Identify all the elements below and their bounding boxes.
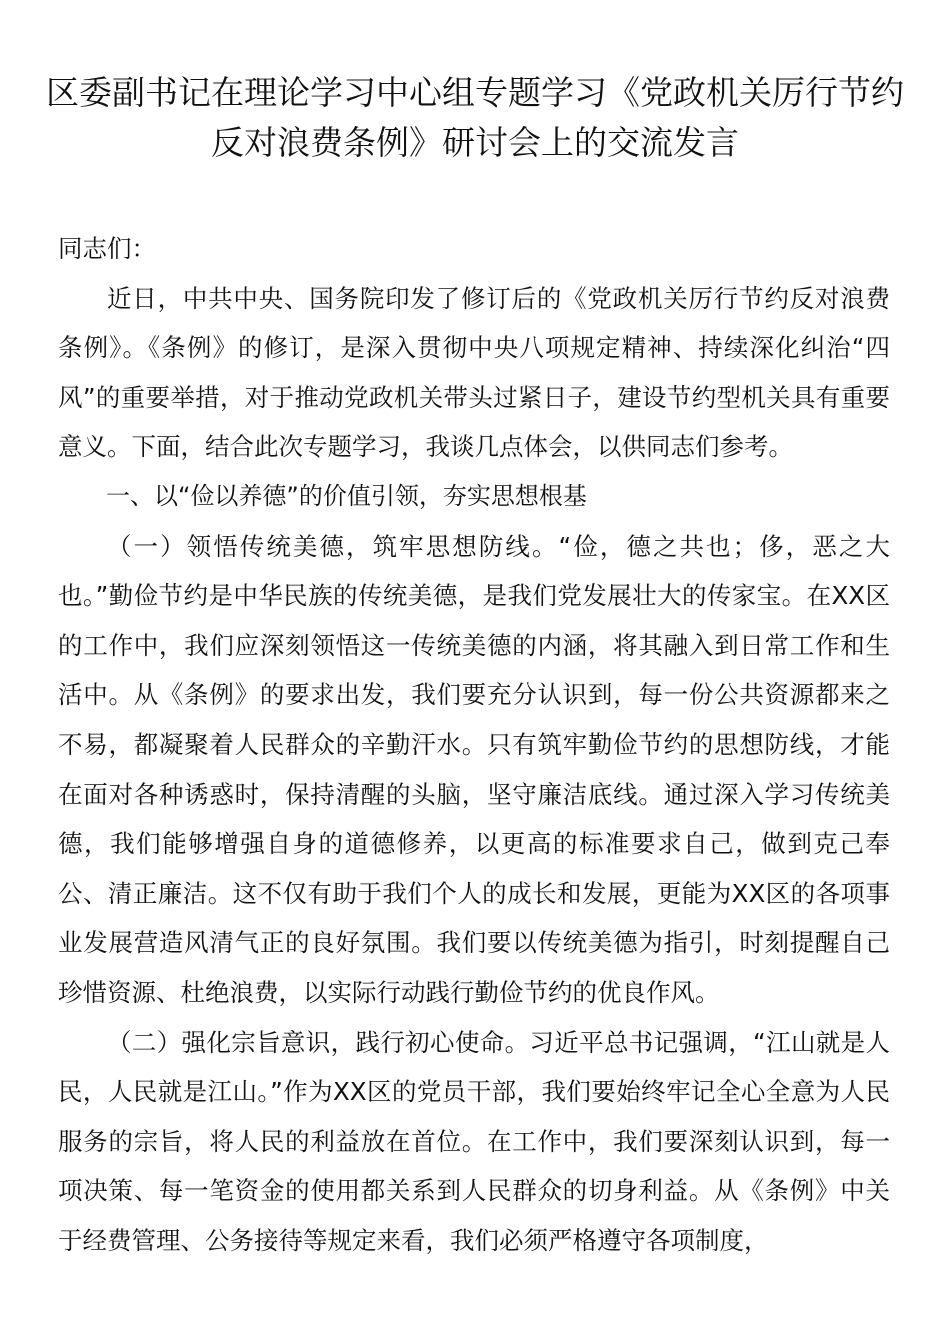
paragraph-subsection-2: （二）强化宗旨意识，践行初心使命。习近平总书记强调，“江山就是人民，人民就是江山。”作为XX区的党员干部，我们要始终牢记全心全意为人民服务的宗旨，将人民的利益放在首位。在工作中，我们要深刻认识到，每一项决策、每一笔资金的使用都关系到人民群众的切身利益。从《条例》中关于经费管理、公务接待等规定来看，我们必须严格遵守各项制度，: [58, 1027, 890, 1255]
document-body: [58, 224, 890, 1265]
paragraph-intro: 近日，中共中央、国务院印发了修订后的《党政机关厉行节约反对浪费条例》。《条例》的修订，是深入贯彻中央八项规定精神、持续深化纠治“四风”的重要举措，对于推动党政机关带头过紧日子，建设节约型机关具有重要意义。下面，结合此次专题学习，我谈几点体会，以供同志们参考。: [58, 283, 890, 462]
document-title: 区委副书记在理论学习中心组专题学习《党政机关厉行节约反对浪费条例》研讨会上的交流发言: [46, 73, 904, 162]
paragraph-subsection-1: （一）领悟传统美德，筑牢思想防线。“俭，德之共也；侈，恶之大也。”勤俭节约是中华民族的传统美德，是我们党发展壮大的传家宝。在XX区的工作中，我们应深刻领悟这一传统美德的内涵，将其融入到日常工作和生活中。从《条例》的要求出发，我们要充分认识到，每一份公共资源都来之不易，都凝聚着人民群众的辛勤汗水。只有筑牢勤俭节约的思想防线，才能在面对各种诱惑时，保持清醒的头脑，坚守廉洁底线。通过深入学习传统美德，我们能够增强自身的道德修养，以更高的标准要求自己，做到克己奉公、清正廉洁。这不仅有助于我们个人的成长和发展，更能为XX区的各项事业发展营造风清气正的良好氛围。我们要以传统美德为指引，时刻提醒自己珍惜资源、杜绝浪费，以实际行动践行勤俭节约的优良作风。: [58, 531, 890, 1007]
salutation: 同志们：: [58, 234, 156, 263]
section-heading-1: 一、以“俭以养德”的价值引领，夯实思想根基: [106, 481, 587, 510]
